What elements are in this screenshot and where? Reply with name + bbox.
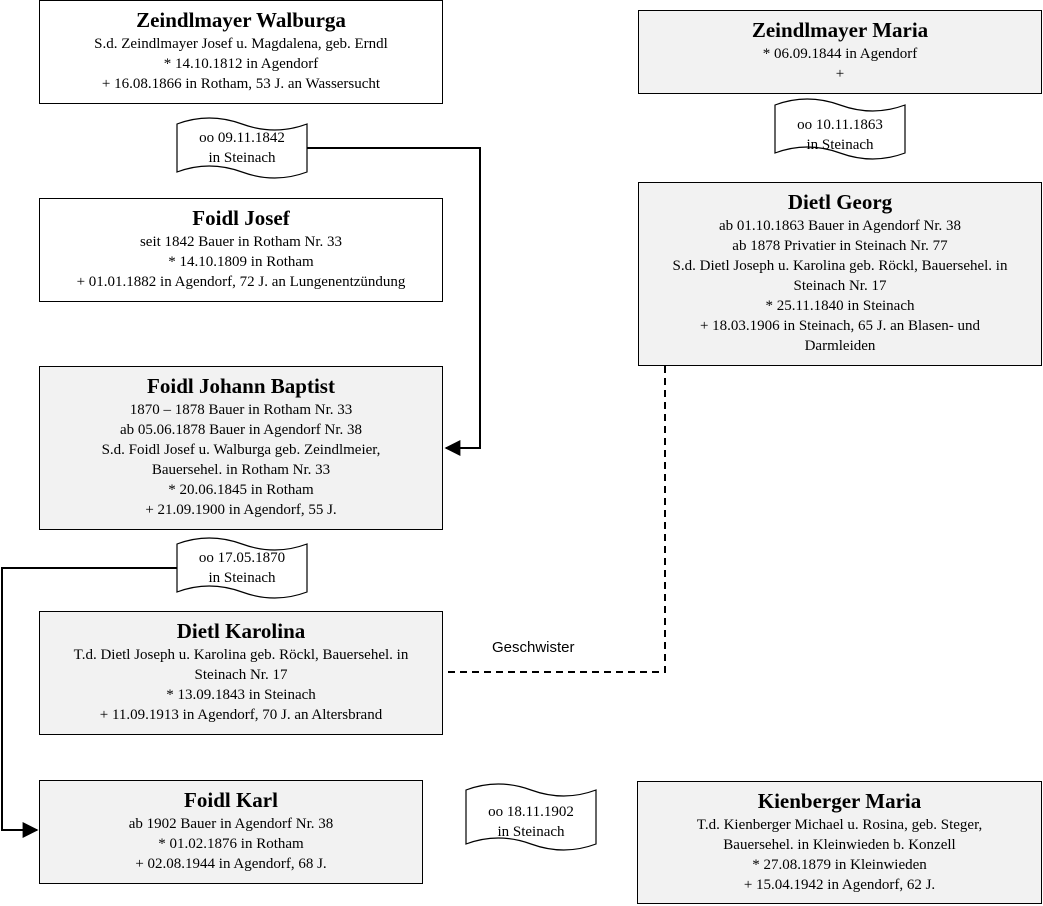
marriage-scroll-1842 [176, 128, 308, 168]
connector-1842-to-johann [307, 148, 480, 448]
person-detail: S.d. Zeindlmayer Josef u. Magdalena, geb. Erndl [94, 36, 388, 52]
marriage-scroll-1863 [774, 115, 906, 155]
person-detail: ab 01.10.1863 Bauer in Agendorf Nr. 38 [718, 218, 962, 234]
marriage-place: in Steinach [806, 137, 874, 153]
marriage-date: oo 18.11.1902 [488, 804, 574, 820]
person-death: + 15.04.1942 in Agendorf, 62 J. [743, 877, 936, 893]
person-name: Zeindlmayer Maria [751, 18, 929, 42]
person-detail: S.d. Dietl Joseph u. Karolina geb. Röckl, Bauersehel. in [672, 258, 1008, 274]
person-detail: seit 1842 Bauer in Rotham Nr. 33 [139, 234, 343, 250]
connector-1870-to-karl [2, 568, 177, 830]
marriage-date: oo 10.11.1863 [797, 117, 883, 133]
person-name: Foidl Johann Baptist [147, 374, 335, 398]
marriage-place: in Steinach [208, 570, 276, 586]
person-birth: * 25.11.1840 in Steinach [765, 298, 915, 314]
person-death: + 01.01.1882 in Agendorf, 72 J. an Lungenentzündung [76, 274, 406, 290]
person-death-cont: Darmleiden [804, 338, 876, 354]
person-detail: 1870 – 1878 Bauer in Rotham Nr. 33 [129, 402, 353, 418]
person-birth: * 20.06.1845 in Rotham [168, 482, 314, 498]
person-detail: Steinach Nr. 17 [793, 278, 887, 294]
siblings-dashed-connector [445, 366, 665, 672]
person-birth: * 06.09.1844 in Agendorf [762, 46, 918, 62]
person-detail: ab 1902 Bauer in Agendorf Nr. 38 [128, 816, 334, 832]
person-birth: * 27.08.1879 in Kleinwieden [752, 857, 927, 873]
person-name: Foidl Karl [184, 788, 278, 812]
marriage-place: in Steinach [208, 150, 276, 166]
person-name: Dietl Karolina [176, 619, 306, 643]
person-detail: Bauersehel. in Kleinwieden b. Konzell [723, 837, 956, 853]
person-detail: ab 1878 Privatier in Steinach Nr. 77 [732, 238, 948, 254]
marriage-scroll-1870 [176, 548, 308, 588]
person-name: Kienberger Maria [757, 789, 922, 813]
marriage-place: in Steinach [497, 824, 565, 840]
person-name: Dietl Georg [787, 190, 893, 214]
marriage-date: oo 17.05.1870 [198, 550, 286, 566]
person-birth: * 01.02.1876 in Rotham [158, 836, 304, 852]
person-death: + 02.08.1944 in Agendorf, 68 J. [135, 856, 327, 872]
person-detail: Steinach Nr. 17 [194, 667, 288, 683]
siblings-label: Geschwister [492, 639, 575, 656]
person-birth: * 13.09.1843 in Steinach [166, 687, 316, 703]
person-death: + 18.03.1906 in Steinach, 65 J. an Blasen- und [699, 318, 981, 334]
person-death: + 16.08.1866 in Rotham, 53 J. an Wassersucht [101, 76, 381, 92]
marriage-scroll-1902 [465, 802, 597, 842]
person-detail: T.d. Kienberger Michael u. Rosina, geb. Steger, [696, 817, 983, 833]
person-death: + 11.09.1913 in Agendorf, 70 J. an Altersbrand [99, 707, 383, 723]
person-detail: S.d. Foidl Josef u. Walburga geb. Zeindlmeier, [101, 442, 381, 458]
person-birth: * 14.10.1812 in Agendorf [163, 56, 319, 72]
person-birth: * 14.10.1809 in Rotham [168, 254, 314, 270]
person-detail: T.d. Dietl Joseph u. Karolina geb. Röckl, Bauersehel. in [73, 647, 409, 663]
person-name: Zeindlmayer Walburga [136, 8, 346, 32]
marriage-date: oo 09.11.1842 [199, 130, 285, 146]
person-detail: Bauersehel. in Rotham Nr. 33 [151, 462, 331, 478]
person-detail: ab 05.06.1878 Bauer in Agendorf Nr. 38 [119, 422, 363, 438]
person-death: + 21.09.1900 in Agendorf, 55 J. [145, 502, 337, 518]
person-death: + [835, 66, 845, 82]
person-name: Foidl Josef [192, 206, 290, 230]
